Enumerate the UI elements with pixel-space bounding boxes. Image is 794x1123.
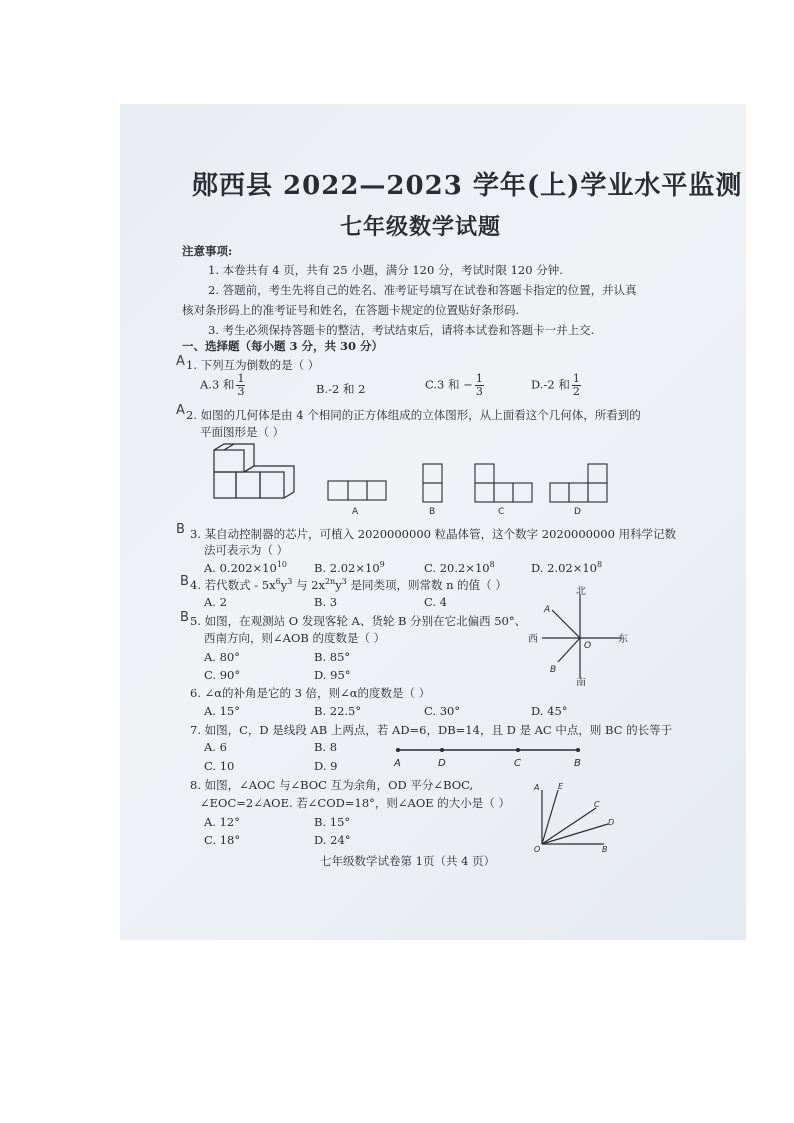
q2-option-d-figure: [550, 464, 607, 502]
q3-option-a: A. $0.202\times 10^{10}$: [204, 560, 287, 575]
q7-point-a-dot: [396, 748, 400, 752]
q2-stem-line2: 平面图形是（ ）: [200, 425, 285, 439]
q3-stem-line2: 法可表示为（ ）: [204, 543, 289, 557]
q8-ray-od: [542, 824, 608, 844]
q1-stem: 1. 下列互为倒数的是（ ）: [186, 358, 320, 372]
q8-label-b: B: [602, 845, 608, 854]
q7-point-d-dot: [440, 748, 444, 752]
handwritten-mark-q5: B: [180, 610, 189, 625]
q5-west-label: 西: [528, 634, 538, 645]
q7-point-b-dot: [576, 748, 580, 752]
q8-label-e: E: [558, 782, 564, 791]
handwritten-mark-q3: B: [176, 522, 185, 537]
q8-option-b: B. 15°: [314, 815, 351, 829]
q1-option-a: A.3 和 $\frac{1}{3}$: [200, 372, 245, 398]
q2-label-c: C: [498, 507, 505, 517]
q8-ray-oc: [542, 808, 596, 844]
q2-label-a: A: [352, 507, 359, 517]
q3-stem-line1: 3. 某自动控制器的芯片，可植入 2020000000 粒晶体管，这个数字 2020000000 用科学记数: [190, 527, 677, 541]
q5-ray-ob: [558, 638, 580, 662]
q5-compass-figure: [522, 586, 632, 686]
q6-option-c: C. 30°: [424, 704, 461, 718]
q1-option-d: D.-2 和 $\frac{1}{2}$: [531, 372, 580, 398]
q5-point-o: O: [584, 641, 592, 651]
handwritten-mark-q2: A: [176, 403, 185, 418]
notice-item-2-cont: 核对条形码上的准考证号和姓名，在答题卡规定的位置贴好条形码.: [182, 303, 520, 317]
q5-stem-line2: 西南方向，则∠AOB 的度数是（ ）: [204, 631, 386, 645]
q5-stem-line1: 5. 如图，在观测站 O 发现客轮 A、货轮 B 分别在它北偏西 50°、: [190, 614, 527, 628]
q6-stem: 6. ∠α的补角是它的 3 倍，则∠α的度数是（ ）: [190, 686, 431, 700]
q3-option-d: D. $2.02\times 10^8$: [531, 560, 603, 575]
q4-option-a: A. 2: [204, 595, 227, 609]
q5-south-label: 南: [576, 678, 586, 686]
q8-ray-oe: [542, 790, 558, 844]
section-heading: 一、选择题（每小题 3 分，共 30 分）: [182, 339, 384, 353]
q2-option-b-figure: [423, 464, 442, 502]
notice-item-2: 2. 答题前，考生先将自己的姓名、准考证号填写在试卷和答题卡指定的位置，并认真: [208, 283, 637, 297]
q5-option-c: C. 90°: [204, 668, 241, 682]
notice-item-1: 1. 本卷共有 4 页，共有 25 小题，满分 120 分，考试时限 120 分钟.: [208, 263, 563, 277]
q2-label-d: D: [574, 507, 581, 517]
q2-label-b: B: [429, 507, 436, 517]
q3-option-b: B. $2.02\times 10^9$: [314, 560, 385, 575]
q5-option-d: D. 95°: [314, 668, 351, 682]
q8-option-d: D. 24°: [314, 833, 351, 847]
q6-option-d: D. 45°: [531, 704, 568, 718]
q8-stem-line1: 8. 如图，∠AOC 与∠BOC 互为余角，OD 平分∠BOC,: [190, 778, 474, 792]
q8-label-a: A: [534, 783, 540, 792]
handwritten-mark-q1: A: [176, 354, 185, 369]
q2-stem-line1: 2. 如图的几何体是由 4 个相同的正方体组成的立体图形，从上面看这个几何体，所看到的: [186, 408, 641, 422]
q5-ray-oa: [552, 610, 580, 638]
page-footer: 七年级数学试卷第 1页（共 4 页）: [320, 854, 496, 868]
q5-point-a: A: [544, 605, 551, 615]
handwritten-mark-q4: B: [180, 574, 189, 589]
q4-option-c: C. 4: [424, 595, 448, 609]
q7-label-b: B: [574, 758, 581, 769]
q8-stem-line2: ∠EOC=2∠AOE. 若∠COD=18°，则∠AOE 的大小是（ ）: [200, 796, 510, 810]
q8-label-o: O: [534, 845, 541, 854]
q6-option-b: B. 22.5°: [314, 704, 362, 718]
q5-north-label: 北: [576, 586, 586, 597]
q1-option-b: B.-2 和 2: [316, 382, 366, 396]
q2-option-c-figure: [475, 464, 532, 502]
notice-item-3: 3. 考生必须保持答题卡的整洁，考试结束后，请将本试卷和答题卡一并上交.: [208, 323, 595, 337]
q2-solid: [214, 444, 294, 498]
q2-figures: [200, 440, 650, 520]
q8-label-d: D: [608, 818, 615, 827]
q5-point-b: B: [550, 665, 557, 675]
q1-option-c: C.3 和 − $\frac{1}{3}$: [425, 372, 483, 398]
exam-subtitle: 七年级数学试题: [340, 214, 502, 240]
q8-option-c: C. 18°: [204, 833, 241, 847]
q7-option-c: C. 10: [204, 759, 235, 773]
q5-option-b: B. 85°: [314, 650, 351, 664]
q8-option-a: A. 12°: [204, 815, 240, 829]
q5-option-a: A. 80°: [204, 650, 240, 664]
q7-stem: 7. 如图，C，D 是线段 AB 上两点，若 AD=6，DB=14，且 D 是 AC 中点，则 BC 的长等于: [190, 723, 673, 737]
q7-option-b: B. 8: [314, 740, 338, 754]
q7-label-d: D: [438, 758, 446, 769]
notice-heading: 注意事项:: [182, 244, 233, 258]
q7-option-d: D. 9: [314, 759, 338, 773]
q7-point-c-dot: [516, 748, 520, 752]
q5-east-label: 东: [618, 634, 628, 645]
q7-segment-figure: [390, 744, 590, 770]
q8-angle-figure: [530, 780, 620, 855]
q2-option-a-figure: [328, 481, 386, 500]
q4-stem: 4. 若代数式 - $5x^6y^3$ 与 $2x^{2n}y^3$ 是同类项，则常数 n 的值（ ）: [190, 577, 507, 592]
q7-label-a: A: [394, 758, 401, 769]
exam-title: 郧西县 2022—2023 学年(上)学业水平监测: [192, 171, 743, 201]
q6-option-a: A. 15°: [204, 704, 240, 718]
q3-option-c: C. $20.2\times 10^8$: [424, 560, 495, 575]
q7-option-a: A. 6: [204, 740, 227, 754]
q4-option-b: B. 3: [314, 595, 338, 609]
q8-label-c: C: [594, 800, 600, 809]
q7-label-c: C: [514, 758, 521, 769]
